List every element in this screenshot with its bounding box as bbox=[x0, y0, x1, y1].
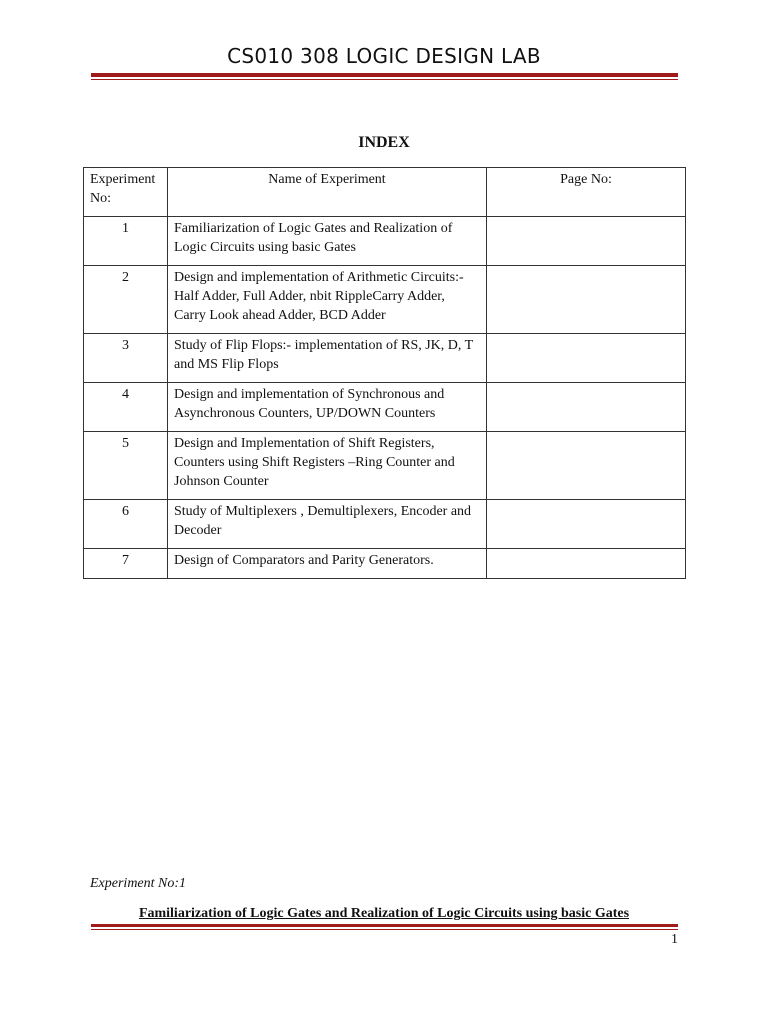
page-number: 1 bbox=[671, 932, 678, 947]
footer-rule-thin bbox=[91, 929, 678, 930]
cell-experiment-name: Design and implementation of Synchronous and Asynchronous Counters, UP/DOWN Counters bbox=[168, 383, 487, 432]
page-header-title: CS010 308 LOGIC DESIGN LAB bbox=[227, 44, 541, 68]
cell-experiment-name: Design of Comparators and Parity Generators. bbox=[168, 549, 487, 579]
cell-page-no bbox=[487, 549, 686, 579]
cell-experiment-name: Design and Implementation of Shift Registers, Counters using Shift Registers –Ring Counter and Johnson Counter bbox=[168, 432, 487, 500]
cell-experiment-no: 6 bbox=[84, 500, 168, 549]
table-header-row bbox=[84, 168, 686, 217]
cell-page-no bbox=[487, 500, 686, 549]
experiment-title: Familiarization of Logic Gates and Realization of Logic Circuits using basic Gates bbox=[138, 906, 630, 921]
cell-page-no bbox=[487, 383, 686, 432]
table-row bbox=[84, 432, 686, 500]
cell-page-no bbox=[487, 432, 686, 500]
cell-experiment-no: 7 bbox=[84, 549, 168, 579]
cell-experiment-no: 2 bbox=[84, 266, 168, 334]
column-header-name: Name of Experiment bbox=[168, 168, 487, 217]
index-heading: INDEX bbox=[358, 134, 410, 151]
cell-experiment-name: Study of Multiplexers , Demultiplexers, Encoder and Decoder bbox=[168, 500, 487, 549]
footer-rule-thick bbox=[91, 924, 678, 927]
cell-page-no bbox=[487, 217, 686, 266]
cell-experiment-name: Design and implementation of Arithmetic Circuits:- Half Adder, Full Adder, nbit RippleCarry Adder, Carry Look ahead Adder, BCD Adder bbox=[168, 266, 487, 334]
cell-experiment-name: Familiarization of Logic Gates and Realization of Logic Circuits using basic Gates bbox=[168, 217, 487, 266]
table-row bbox=[84, 266, 686, 334]
cell-experiment-no: 3 bbox=[84, 334, 168, 383]
column-header-experiment-no: Experiment No: bbox=[84, 168, 168, 217]
table-row bbox=[84, 217, 686, 266]
experiment-number-label: Experiment No:1 bbox=[90, 876, 187, 891]
index-table bbox=[83, 167, 686, 579]
cell-experiment-name: Study of Flip Flops:- implementation of RS, JK, D, T and MS Flip Flops bbox=[168, 334, 487, 383]
cell-page-no bbox=[487, 334, 686, 383]
cell-page-no bbox=[487, 266, 686, 334]
cell-experiment-no: 5 bbox=[84, 432, 168, 500]
header-rule-thin bbox=[91, 79, 678, 80]
column-header-page-no: Page No: bbox=[487, 168, 686, 217]
cell-experiment-no: 4 bbox=[84, 383, 168, 432]
table-row bbox=[84, 549, 686, 579]
table-row bbox=[84, 500, 686, 549]
table-row bbox=[84, 383, 686, 432]
header-rule-thick bbox=[91, 73, 678, 77]
table-row bbox=[84, 334, 686, 383]
cell-experiment-no: 1 bbox=[84, 217, 168, 266]
